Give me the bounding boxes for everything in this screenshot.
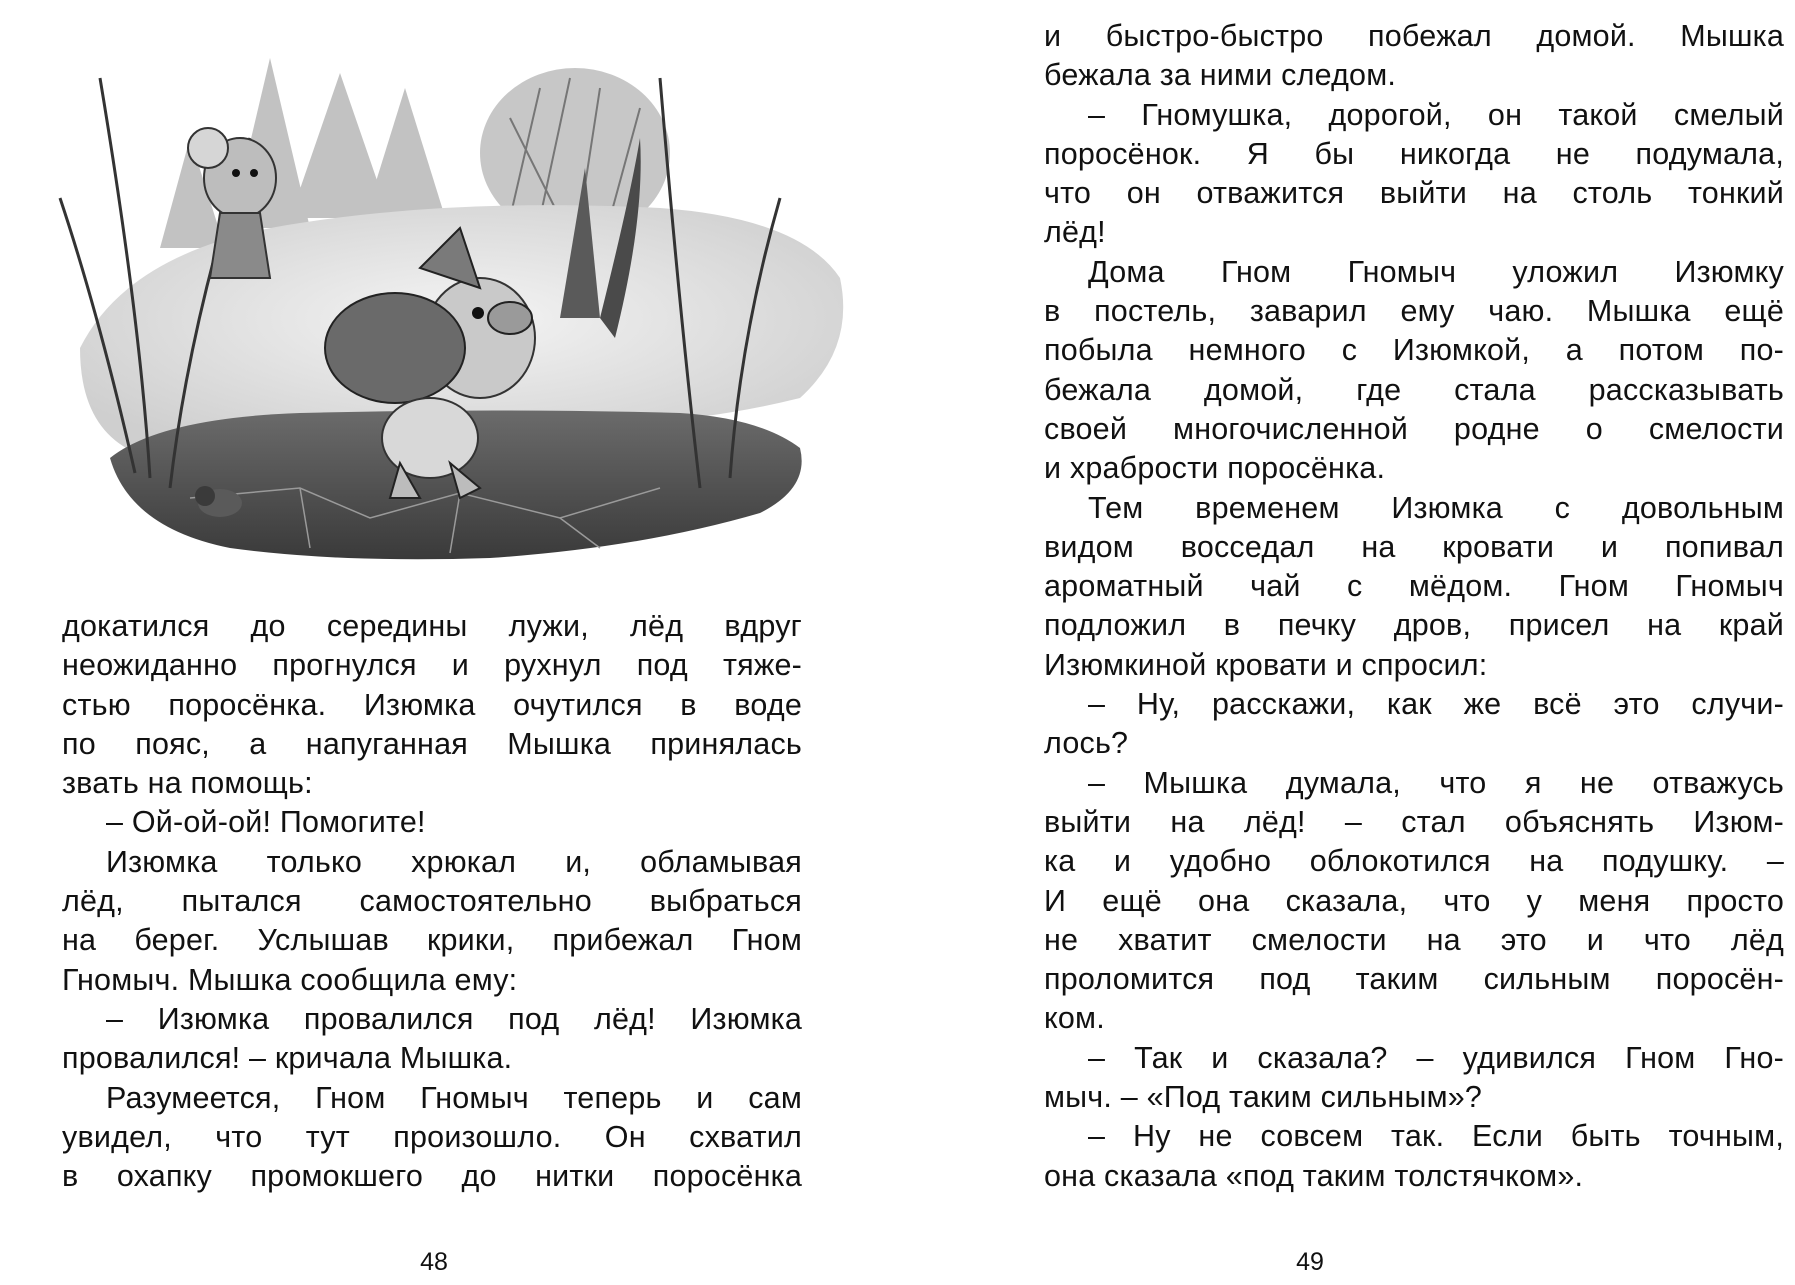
text-line: не хватит смелости на это и что лёд <box>1044 922 1784 957</box>
text-line: Изюмка только хрюкал и, обламывая <box>106 844 802 879</box>
text-line: поросёнок. Я бы никогда не подумала, <box>1044 136 1784 171</box>
text-line: бежала домой, где стала рассказывать <box>1044 372 1784 407</box>
text-line: лёд! <box>1044 215 1106 250</box>
text-line: – Гномушка, дорогой, он такой смелый <box>1088 97 1784 132</box>
text-line: ком. <box>1044 1001 1105 1036</box>
text-line: своей многочисленной родне о смелости <box>1044 411 1784 446</box>
page-number: 49 <box>1296 1248 1324 1276</box>
left-page <box>0 0 897 1285</box>
text-line: увидел, что тут произошло. Он схватил <box>62 1119 802 1154</box>
text-line: – Так и сказала? – удивился Гном Гно- <box>1088 1040 1784 1075</box>
text-line: стью поросёнка. Изюмка очутился в воде <box>62 687 802 722</box>
right-page-text <box>1044 17 1784 1196</box>
left-page-text <box>62 607 802 1196</box>
text-line: по пояс, а напуганная Мышка принялась <box>62 726 802 761</box>
text-line: лёд, пытался самостоятельно выбраться <box>62 884 802 919</box>
text-line: мыч. – «Под таким сильным»? <box>1044 1080 1483 1115</box>
text-line: Гномыч. Мышка сообщила ему: <box>62 962 518 997</box>
text-line: Изюмкиной кровати и спросил: <box>1044 647 1488 682</box>
text-line: провалился! – кричала Мышка. <box>62 1041 513 1076</box>
text-line: – Ну, расскажи, как же всё это случи- <box>1088 687 1784 722</box>
text-line: – Ну не совсем так. Если быть точным, <box>1088 1119 1784 1154</box>
text-line: и быстро-быстро побежал домой. Мышка <box>1044 19 1784 53</box>
text-line: звать на помощь: <box>62 766 313 801</box>
text-line: подложил в печку дров, присел на край <box>1044 608 1784 643</box>
text-line: что он отважится выйти на столь тонкий <box>1044 176 1784 211</box>
text-line: И ещё она сказала, что у меня просто <box>1044 883 1784 918</box>
text-line: ка и удобно облокотился на подушку. – <box>1044 844 1784 879</box>
text-line: Разумеется, Гном Гномыч теперь и сам <box>106 1080 802 1115</box>
text-line: она сказала «под таким толстячком». <box>1044 1158 1584 1193</box>
text-line: в охапку промокшего до нитки поросёнка <box>62 1159 802 1194</box>
text-line: лось? <box>1044 726 1129 761</box>
text-line: Тем временем Изюмка с довольным <box>1088 490 1784 525</box>
text-line: бежала за ними следом. <box>1044 58 1397 93</box>
text-line: ароматный чай с мёдом. Гном Гномыч <box>1044 569 1784 604</box>
text-line: выйти на лёд! – стал объяснять Изюм- <box>1044 804 1784 839</box>
text-line: – Мышка думала, что я не отважусь <box>1088 765 1784 800</box>
text-line: неожиданно прогнулся и рухнул под тяже- <box>62 648 802 683</box>
text-line: Дома Гном Гномыч уложил Изюмку <box>1088 254 1784 289</box>
text-line: – Ой-ой-ой! Помогите! <box>106 805 426 840</box>
right-page <box>897 0 1795 1285</box>
page-number: 48 <box>420 1248 448 1276</box>
text-line: докатился до середины лужи, лёд вдруг <box>62 609 802 643</box>
text-line: проломится под таким сильным поросён- <box>1044 962 1784 997</box>
text-line: видом восседал на кровати и попивал <box>1044 529 1784 564</box>
text-line: побыла немного с Изюмкой, а потом по- <box>1044 333 1784 368</box>
text-line: – Изюмка провалился под лёд! Изюмка <box>106 1001 802 1036</box>
pig-on-ice-illustration <box>40 18 870 583</box>
text-line: и храбрости поросёнка. <box>1044 451 1386 486</box>
text-line: на берег. Услышав крики, прибежал Гном <box>62 923 802 958</box>
text-line: в постель, заварил ему чаю. Мышка ещё <box>1044 294 1784 329</box>
